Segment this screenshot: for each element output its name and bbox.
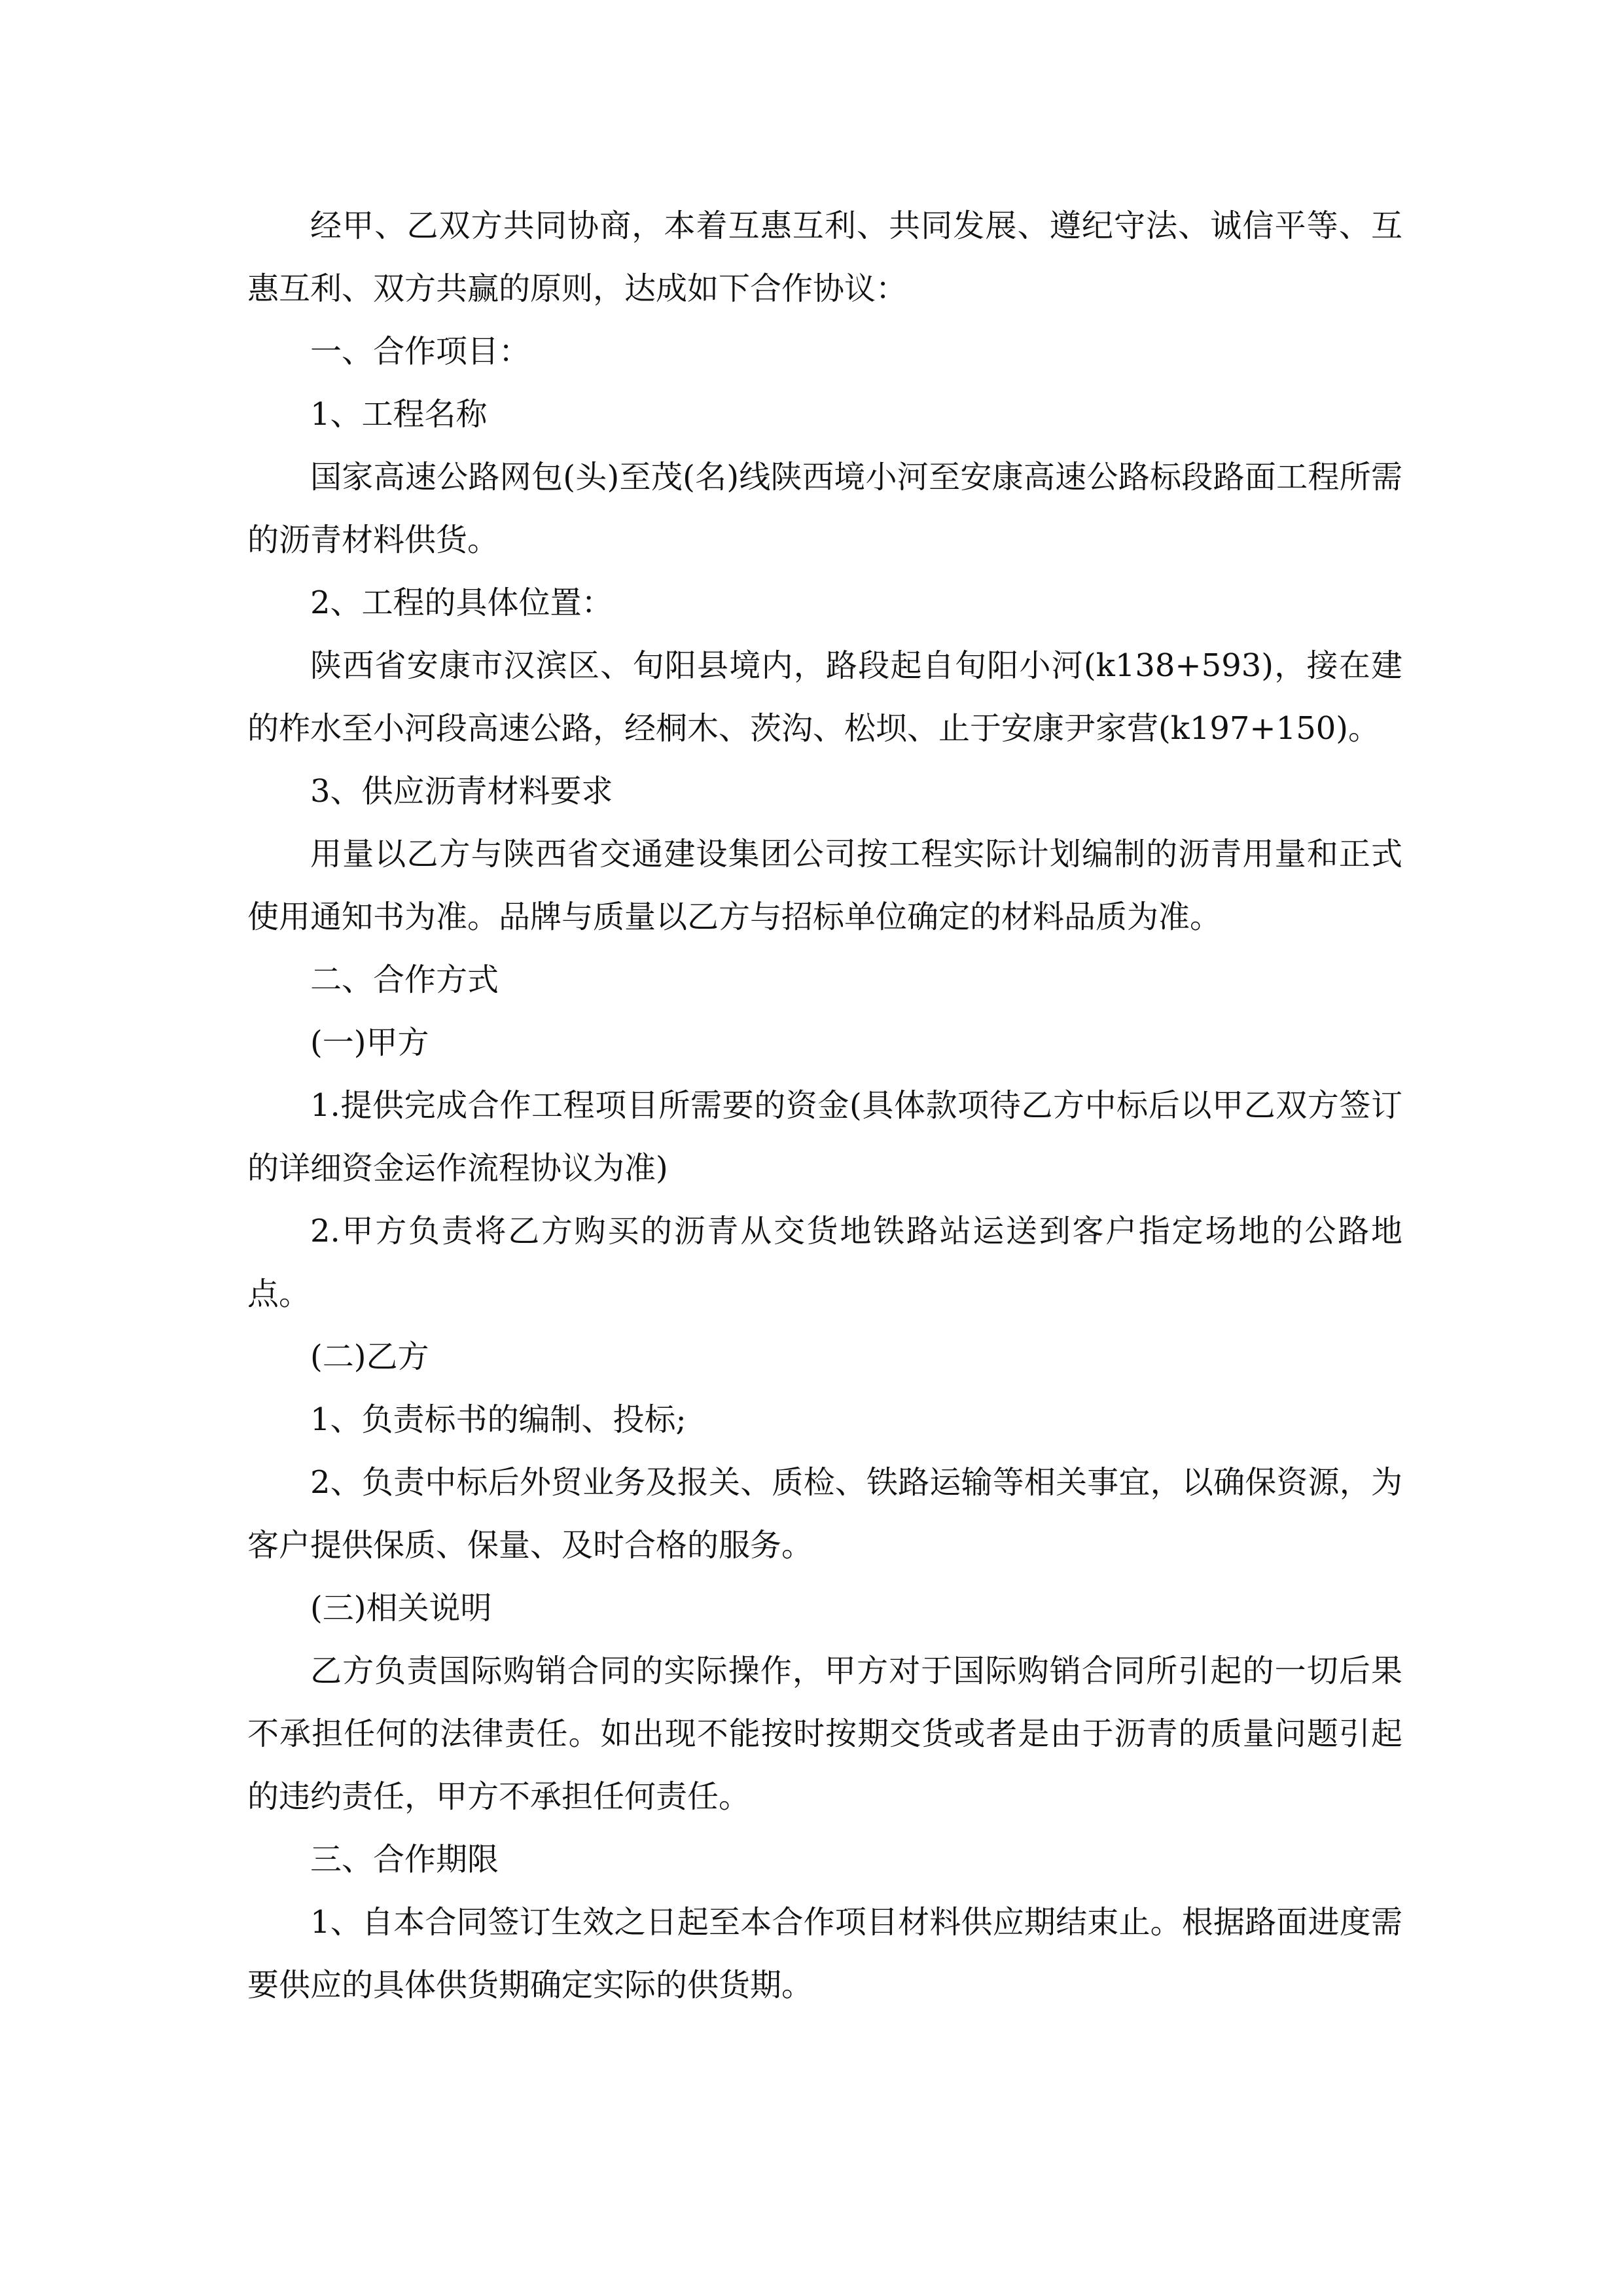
material-requirements-paragraph: 用量以乙方与陕西省交通建设集团公司按工程实际计划编制的沥青用量和正式使用通知书为准。品牌与质量以乙方与招标单位确定的材料品质为准。: [247, 836, 1402, 935]
party-b-item-2: 2、负责中标后外贸业务及报关、质检、铁路运输等相关事宜，以确保资源，为客户提供保质、保量、及时合格的服务。: [247, 1464, 1402, 1564]
subheading-project-name: 1、工程名称: [310, 396, 488, 433]
party-a-item-1: 1.提供完成合作工程项目所需要的资金(具体款项待乙方中标后以甲乙双方签订的详细资金运作流程协议为准): [247, 1087, 1402, 1187]
subheading-project-location: 2、工程的具体位置：: [310, 584, 613, 621]
project-location-paragraph: 陕西省安康市汉滨区、旬阳县境内，路段起自旬阳小河(k138+593)，接在建的柞水至小河段高速公路，经桐木、茨沟、松坝、止于安康尹家营(k197+150)。: [247, 647, 1402, 747]
intro-paragraph: 经甲、乙双方共同协商，本着互惠互利、共同发展、遵纪守法、诚信平等、互惠互利、双方共赢的原则，达成如下合作协议：: [247, 207, 1402, 307]
subheading-party-b: (二)乙方: [310, 1338, 429, 1375]
project-name-paragraph: 国家高速公路网包(头)至茂(名)线陕西境小河至安康高速公路标段路面工程所需的沥青材料供货。: [247, 459, 1402, 558]
party-b-item-1: 1、负责标书的编制、投标;: [310, 1401, 687, 1438]
section-heading-cooperation-term: 三、合作期限: [310, 1841, 499, 1878]
section-heading-cooperation-project: 一、合作项目：: [310, 333, 531, 370]
cooperation-term-item-1: 1、自本合同签订生效之日起至本合作项目材料供应期结束止。根据路面进度需要供应的具体供货期确定实际的供货期。: [247, 1904, 1402, 2003]
section-heading-cooperation-method: 二、合作方式: [310, 961, 499, 998]
party-a-item-2: 2.甲方负责将乙方购买的沥青从交货地铁路站运送到客户指定场地的公路地点。: [247, 1213, 1402, 1312]
related-notes-paragraph: 乙方负责国际购销合同的实际操作，甲方对于国际购销合同所引起的一切后果不承担任何的法律责任。如出现不能按时按期交货或者是由于沥青的质量问题引起的违约责任，甲方不承担任何责任。: [247, 1653, 1402, 1815]
subheading-material-requirements: 3、供应沥青材料要求: [310, 773, 613, 810]
subheading-party-a: (一)甲方: [310, 1024, 429, 1061]
document-body: [247, 194, 1402, 2017]
subheading-related-notes: (三)相关说明: [310, 1590, 492, 1626]
